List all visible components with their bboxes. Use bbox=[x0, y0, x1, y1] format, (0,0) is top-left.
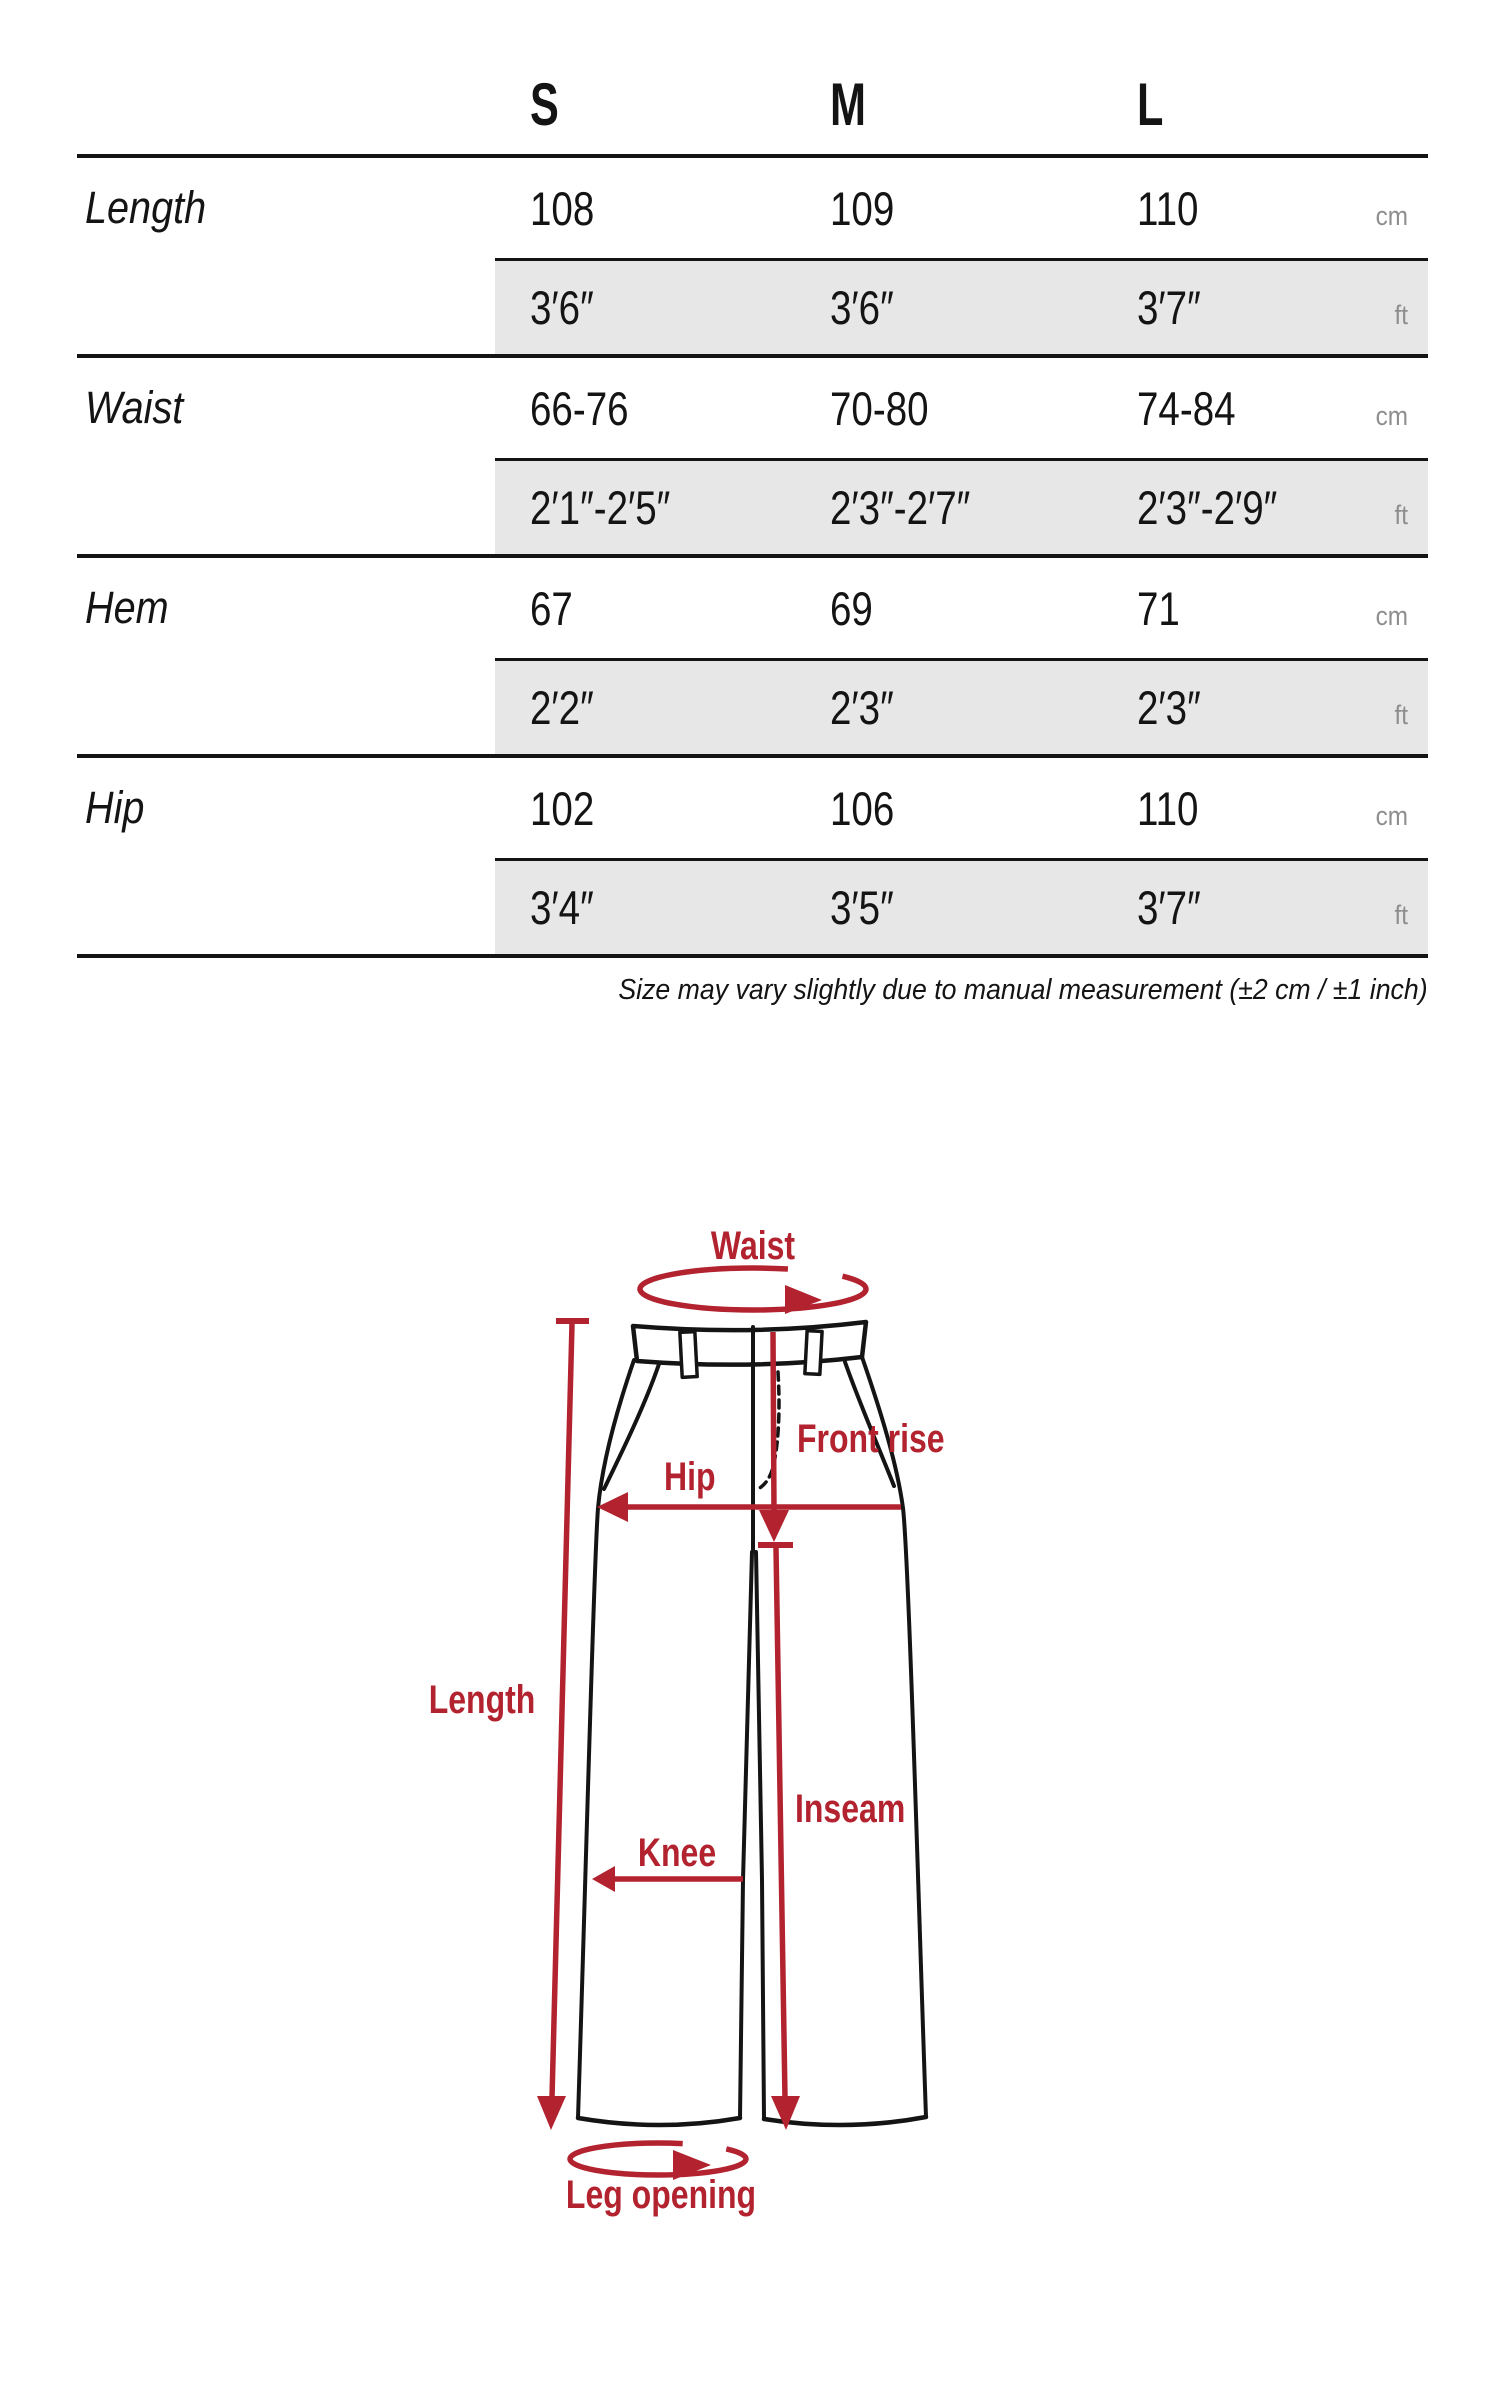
hem-cm-unit: cm bbox=[1375, 600, 1408, 631]
belt-loop-right bbox=[805, 1331, 822, 1375]
hem-ft-s: 2′2″ bbox=[495, 658, 795, 754]
length-cm-m: 109 bbox=[830, 181, 895, 235]
length-cm-unit: cm bbox=[1375, 200, 1408, 231]
knee-label: Knee bbox=[637, 1829, 717, 1875]
inseam-right-leg bbox=[756, 1552, 764, 2119]
row-label-hip: Hip bbox=[85, 782, 145, 833]
inseam-label: Inseam bbox=[795, 1785, 906, 1831]
waist-cm-unit: cm bbox=[1375, 400, 1408, 431]
row-label-waist: Waist bbox=[85, 382, 184, 433]
outseam-right bbox=[862, 1357, 926, 2117]
row-label-hem: Hem bbox=[85, 582, 169, 633]
hip-cm-l: 110 bbox=[1137, 781, 1199, 835]
leg-opening-label: Leg opening bbox=[565, 2171, 757, 2217]
waist-ft-m: 2′3″-2′7″ bbox=[795, 458, 1102, 554]
hip-ft-s: 3′4″ bbox=[495, 858, 795, 954]
hem-ft-m: 2′3″ bbox=[795, 658, 1102, 754]
belt-loop-left bbox=[680, 1332, 697, 1378]
column-header-m-label: M bbox=[830, 71, 866, 138]
hip-label: Hip bbox=[664, 1453, 716, 1499]
leg-opening-girth-arrow bbox=[570, 2143, 746, 2175]
hem-cm-m: 69 bbox=[830, 581, 873, 635]
front-rise-label: Front rise bbox=[797, 1415, 945, 1461]
inseam-left-leg bbox=[740, 1552, 752, 2118]
length-ft-unit: ft bbox=[1346, 258, 1428, 354]
hem-left bbox=[578, 2118, 740, 2125]
length-arrowhead bbox=[537, 2096, 566, 2130]
hip-arrowhead bbox=[597, 1492, 628, 1522]
front-rise-line bbox=[773, 1332, 774, 1512]
waist-label: Waist bbox=[710, 1222, 796, 1268]
length-ft-m: 3′6″ bbox=[795, 258, 1102, 354]
inseam-line bbox=[776, 1548, 785, 2098]
hip-ft-l: 3′7″ bbox=[1102, 858, 1346, 954]
hip-cm-m: 106 bbox=[830, 781, 895, 835]
length-label: Length bbox=[428, 1676, 536, 1722]
hip-ft-m: 3′5″ bbox=[795, 858, 1102, 954]
column-header-l-label: L bbox=[1137, 71, 1164, 138]
hem-cm-s: 67 bbox=[530, 581, 573, 635]
measurement-disclaimer: Size may vary slightly due to manual measurement (±2 cm / ±1 inch) bbox=[618, 974, 1428, 1006]
hem-cm-l: 71 bbox=[1137, 581, 1180, 635]
hip-cm-s: 102 bbox=[530, 781, 595, 835]
waist-ft-l: 2′3″-2′9″ bbox=[1102, 458, 1346, 554]
length-ft-l: 3′7″ bbox=[1102, 258, 1346, 354]
waistband bbox=[633, 1322, 866, 1365]
outseam-left bbox=[578, 1360, 634, 2118]
front-rise-arrowhead bbox=[759, 1510, 789, 1542]
hip-cm-unit: cm bbox=[1375, 800, 1408, 831]
length-ft-s: 3′6″ bbox=[495, 258, 795, 354]
row-label-length: Length bbox=[85, 182, 207, 233]
waist-girth-arrow bbox=[640, 1268, 866, 1310]
length-cm-l: 110 bbox=[1137, 181, 1199, 235]
waist-cm-s: 66-76 bbox=[530, 381, 629, 435]
waist-cm-l: 74-84 bbox=[1137, 381, 1236, 435]
waist-cm-m: 70-80 bbox=[830, 381, 929, 435]
hem-ft-unit: ft bbox=[1346, 658, 1428, 754]
hip-ft-unit: ft bbox=[1346, 858, 1428, 954]
waist-ft-s: 2′1″-2′5″ bbox=[495, 458, 795, 554]
column-header-s-label: S bbox=[530, 71, 559, 138]
length-line bbox=[552, 1324, 572, 2098]
length-cm-s: 108 bbox=[530, 181, 595, 235]
waist-ft-unit: ft bbox=[1346, 458, 1428, 554]
hem-ft-l: 2′3″ bbox=[1102, 658, 1346, 754]
knee-arrowhead bbox=[592, 1866, 615, 1892]
